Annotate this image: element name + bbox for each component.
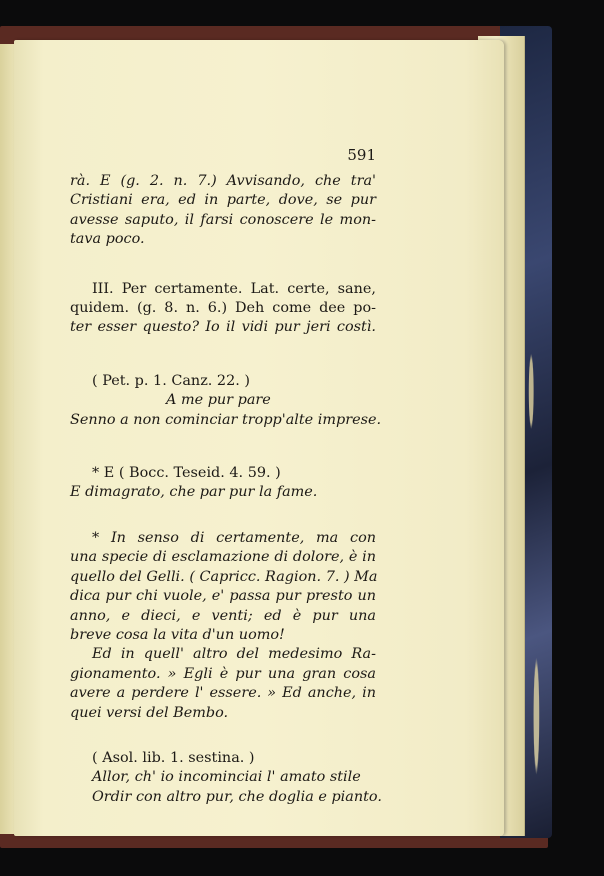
citation-line: * E ( Bocc. Teseid. 4. 59. ): [92, 465, 281, 482]
spacer: [70, 430, 376, 464]
page-text: [70, 146, 382, 807]
text-line: avesse saputo, il farsi conoscere le mon-: [70, 211, 376, 228]
text-line: breve cosa la vita d'un uomo!: [70, 626, 285, 643]
text-line: Cristiani era, ed in parte, dove, se pur: [70, 192, 376, 209]
spacer: [70, 723, 376, 749]
text-line: avere a perdere l' essere. » Ed anche, in: [70, 685, 376, 702]
text-line: quidem. (g. 8. n. 6.) Deh come dee po-: [70, 300, 376, 317]
text-line: Ed in quell' altro del medesimo Ra-: [92, 646, 376, 663]
spacer: [70, 338, 376, 372]
book-page: [14, 40, 504, 836]
verse-line: A me pur pare: [166, 392, 271, 409]
text-line: ter esser questo? Io il vidi pur jeri costì.: [70, 319, 376, 336]
verse-line: Allor, ch' io incominciai l' amato stile: [92, 769, 361, 786]
text-line: quello del Gelli. ( Capricc. Ragion. 7. ) Ma: [70, 568, 378, 585]
text-line: dica pur chi vuole, e' passa pur presto un: [70, 588, 376, 605]
text-line: quei versi del Bembo.: [70, 704, 229, 721]
verse-line: Senno a non cominciar tropp'alte imprese.: [70, 411, 382, 428]
text-line: anno, e dieci, e venti; ed è pur una: [70, 607, 376, 624]
text-line: III. Per certamente. Lat. certe, sane,: [92, 280, 376, 297]
page-number: 591: [347, 146, 376, 164]
citation-line: ( Asol. lib. 1. sestina. ): [92, 749, 255, 766]
text-line: * In senso di certamente, ma con: [92, 529, 376, 546]
text-line: una specie di esclamazione di dolore, è in: [70, 549, 376, 566]
text-line: rà. E (g. 2. n. 7.) Avvisando, che tra': [70, 173, 376, 189]
citation-line: ( Pet. p. 1. Canz. 22. ): [92, 372, 251, 389]
spacer: [70, 503, 376, 529]
spacer: [70, 250, 376, 280]
text-line: tava poco.: [70, 231, 145, 248]
verse-line: E dimagrato, che par pur la fame.: [70, 484, 318, 501]
verse-line: Ordir con altro pur, che doglia e pianto.: [92, 788, 382, 805]
text-line: gionamento. » Egli è pur una gran cosa: [70, 665, 376, 682]
